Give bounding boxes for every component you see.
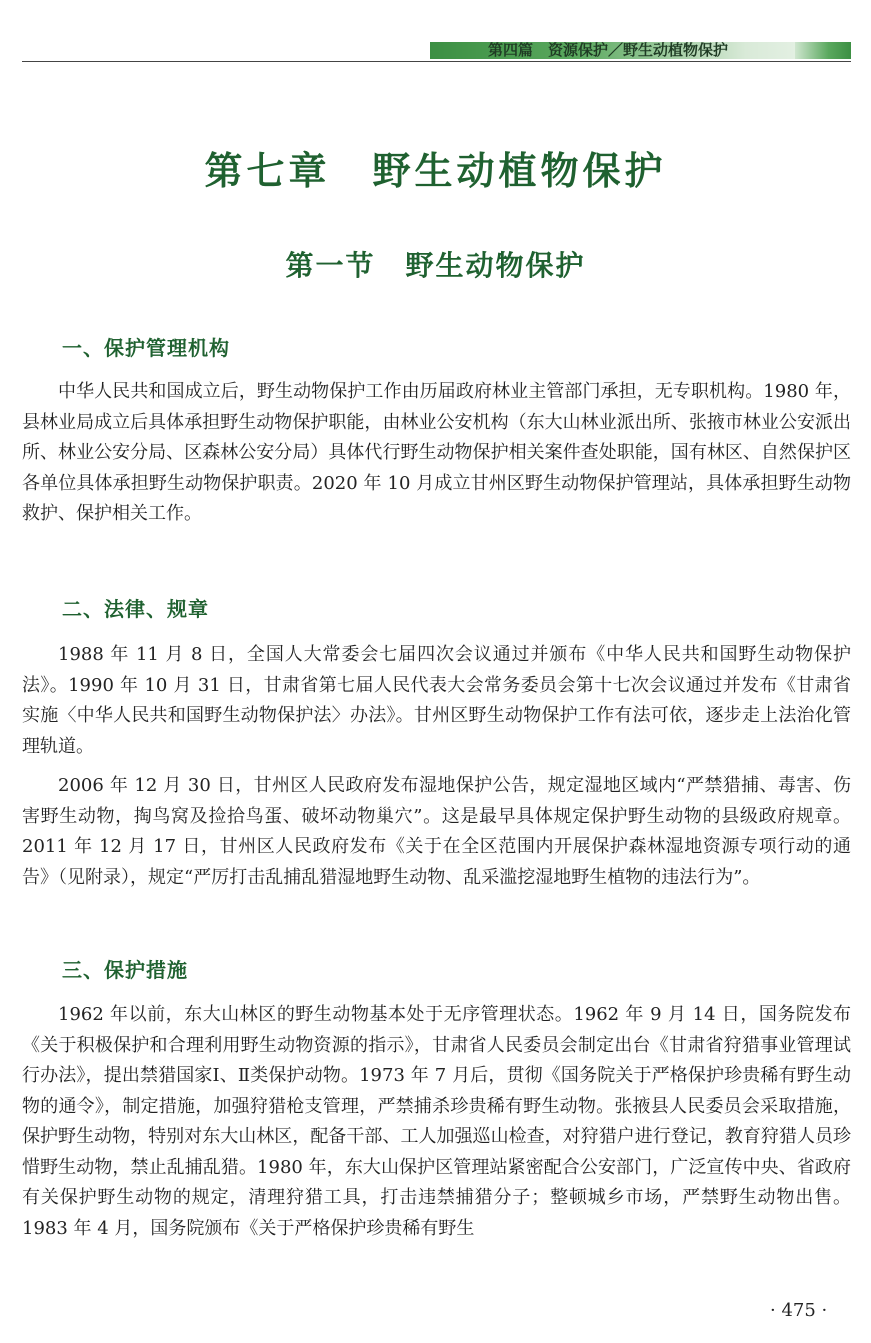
subsection-heading-1: 一、保护管理机构 bbox=[62, 336, 230, 360]
page-number: · 475 · bbox=[770, 1300, 828, 1321]
paragraph-2-1: 1988 年 11 月 8 日，全国人大常委会七届四次会议通过并颁布《中华人民共和国野生动物保护法》。1990 年 10 月 31 日，甘肃省第七届人民代表大会常务委员会第十七次会议通过并发布《甘肃省实施〈中华人民共和国野生动物保护法〉办法》。甘州区野生动物保护工作有法可依，逐步走上法治化管理轨道。 bbox=[22, 644, 851, 757]
header-rule bbox=[22, 61, 851, 62]
header-decoration-band-right bbox=[795, 42, 851, 59]
subsection-heading-3: 三、保护措施 bbox=[62, 958, 188, 982]
running-header: 第四篇 资源保护／野生动植物保护 bbox=[488, 41, 729, 59]
chapter-title: 第七章 野生动植物保护 bbox=[204, 149, 667, 193]
paragraph-2-2: 2006 年 12 月 30 日，甘州区人民政府发布湿地保护公告，规定湿地区域内“严禁猎捕、毒害、伤害野生动物，掏鸟窝及捡拾鸟蛋、破坏动物巢穴”。这是最早具体规定保护野生动物的县级政府规章。2011 年 12 月 17 日，甘州区人民政府发布《关于在全区范围内开展保护森林湿地资源专项行动的通告》（见附录），规定“严厉打击乱捕乱猎湿地野生动物、乱采滥挖湿地野生植物的违法行为”。 bbox=[22, 775, 851, 888]
section-title: 第一节 野生动物保护 bbox=[285, 249, 586, 282]
subsection-heading-2: 二、法律、规章 bbox=[62, 597, 209, 621]
paragraph-1-1: 中华人民共和国成立后，野生动物保护工作由历届政府林业主管部门承担，无专职机构。1980 年，县林业局成立后具体承担野生动物保护职能，由林业公安机构（东大山林业派出所、张掖市林业公安派出所、林业公安分局、区森林公安分局）具体代行野生动物保护相关案件查处职能，国有林区、自然保护区各单位具体承担野生动物保护职责。2020 年 10 月成立甘州区野生动物保护管理站，具体承担野生动物救护、保护相关工作。 bbox=[22, 381, 851, 524]
paragraph-3-1: 1962 年以前，东大山林区的野生动物基本处于无序管理状态。1962 年 9 月 14 日，国务院发布《关于积极保护和合理利用野生动物资源的指示》，甘肃省人民委员会制定出台《甘肃省狩猎事业管理试行办法》，提出禁猎国家Ⅰ、Ⅱ类保护动物。1973 年 7 月后，贯彻《国务院关于严格保护珍贵稀有野生动物的通令》，制定措施，加强狩猎枪支管理，严禁捕杀珍贵稀有野生动物。张掖县人民委员会采取措施，保护野生动物，特别对东大山林区，配备干部、工人加强巡山检查，对狩猎户进行登记，教育狩猎人员珍惜野生动物，禁止乱捕乱猎。1980 年，东大山保护区管理站紧密配合公安部门，广泛宣传中央、省政府有关保护野生动物的规定，清理狩猎工具，打击违禁捕猎分子；整顿城乡市场，严禁野生动物出售。1983 年 4 月，国务院颁布《关于严格保护珍贵稀有野生 bbox=[22, 1004, 851, 1239]
